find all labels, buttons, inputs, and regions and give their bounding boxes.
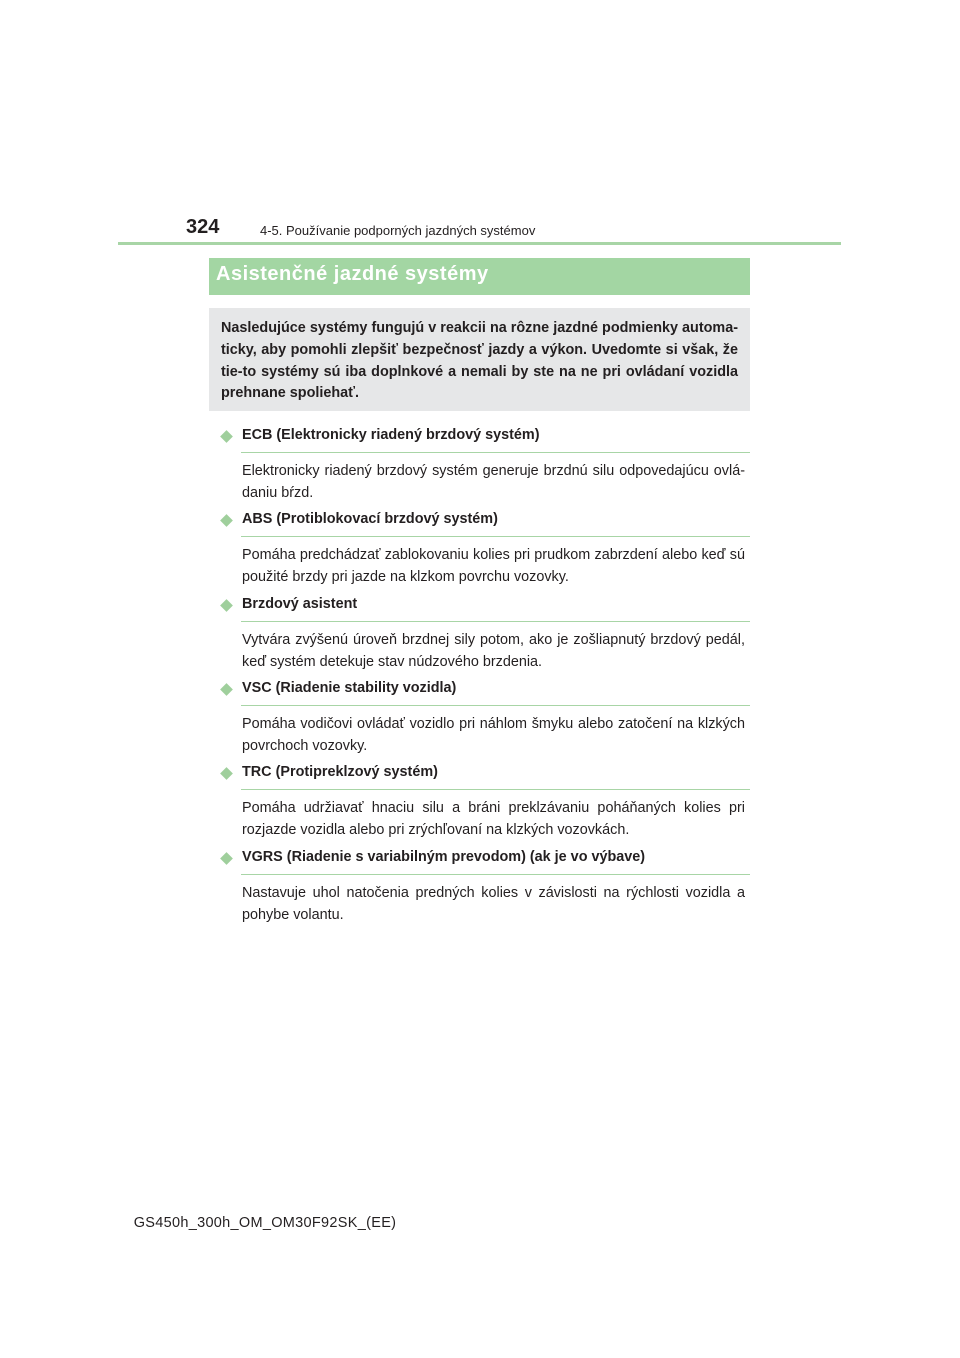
feature-title: TRC (Protipreklzový systém) bbox=[242, 764, 438, 780]
intro-text: Nasledujúce systémy fungujú v reakcii na rôzne jazdné podmienky automa-ticky, aby pomohli zlepšiť bezpečnosť jazdy a výkon. Uvedomte si však, že tie-to systémy sú iba doplnkové a nemali by ste na ne pri ovládaní vozidla prehnane spoliehať. bbox=[221, 320, 738, 402]
feature-heading bbox=[218, 681, 750, 709]
feature-heading bbox=[218, 850, 750, 878]
section-title: Asistenčné jazdné systémy bbox=[216, 263, 489, 285]
feature-description: Vytvára zvýšenú úroveň brzdnej sily potom, ako je zošliapnutý brzdový pedál, keď systém detekuje stav núdzového brzdenia. bbox=[242, 632, 745, 670]
page-header bbox=[118, 212, 841, 246]
feature-heading bbox=[218, 597, 750, 625]
feature-description: Elektronicky riadený brzdový systém generuje brzdnú silu odpovedajúcu ovlá-daniu bŕzd. bbox=[242, 463, 745, 501]
feature-description: Pomáha vodičovi ovládať vozidlo pri náhlom šmyku alebo zatočení na klzkých povrchoch vozovky. bbox=[242, 716, 745, 754]
header-divider bbox=[118, 242, 841, 245]
feature-item bbox=[218, 428, 750, 505]
diamond-bullet-icon bbox=[220, 514, 233, 527]
feature-divider bbox=[241, 452, 750, 453]
section-title-bar bbox=[209, 258, 750, 295]
feature-divider bbox=[241, 789, 750, 790]
feature-item bbox=[218, 765, 750, 842]
feature-divider bbox=[241, 705, 750, 706]
feature-title: Brzdový asistent bbox=[242, 596, 358, 612]
feature-title: VGRS (Riadenie s variabilným prevodom) (ak je vo výbave) bbox=[242, 849, 646, 865]
feature-heading bbox=[218, 765, 750, 793]
page-number: 324 bbox=[186, 216, 220, 238]
feature-item bbox=[218, 512, 750, 589]
diamond-bullet-icon bbox=[220, 767, 233, 780]
feature-title: VSC (Riadenie stability vozidla) bbox=[242, 680, 457, 696]
feature-title: ECB (Elektronicky riadený brzdový systém) bbox=[242, 427, 540, 443]
feature-divider bbox=[241, 621, 750, 622]
feature-item bbox=[218, 597, 750, 674]
feature-title: ABS (Protiblokovací brzdový systém) bbox=[242, 511, 498, 527]
diamond-bullet-icon bbox=[220, 683, 233, 696]
feature-divider bbox=[241, 874, 750, 875]
feature-description: Pomáha predchádzať zablokovaniu kolies pri prudkom zabrzdení alebo keď sú použité brzdy pri jazde na klzkom povrchu vozovky. bbox=[242, 547, 745, 585]
diamond-bullet-icon bbox=[220, 599, 233, 612]
feature-heading bbox=[218, 428, 750, 456]
diamond-bullet-icon bbox=[220, 430, 233, 443]
chapter-title: 4-5. Používanie podporných jazdných systémov bbox=[260, 223, 536, 238]
feature-description: Nastavuje uhol natočenia predných kolies v závislosti na rýchlosti vozidla a pohybe volantu. bbox=[242, 885, 745, 923]
feature-item bbox=[218, 850, 750, 927]
feature-heading bbox=[218, 512, 750, 540]
diamond-bullet-icon bbox=[220, 852, 233, 865]
feature-item bbox=[218, 681, 750, 758]
intro-box bbox=[209, 308, 750, 411]
feature-description: Pomáha udržiavať hnaciu silu a bráni preklzávaniu poháňaných kolies pri rozjazde vozidla alebo pri zrýchľovaní na klzkých vozovkách. bbox=[242, 800, 745, 838]
feature-divider bbox=[241, 536, 750, 537]
document-code-footer: GS450h_300h_OM_OM30F92SK_(EE) bbox=[133, 1215, 397, 1231]
